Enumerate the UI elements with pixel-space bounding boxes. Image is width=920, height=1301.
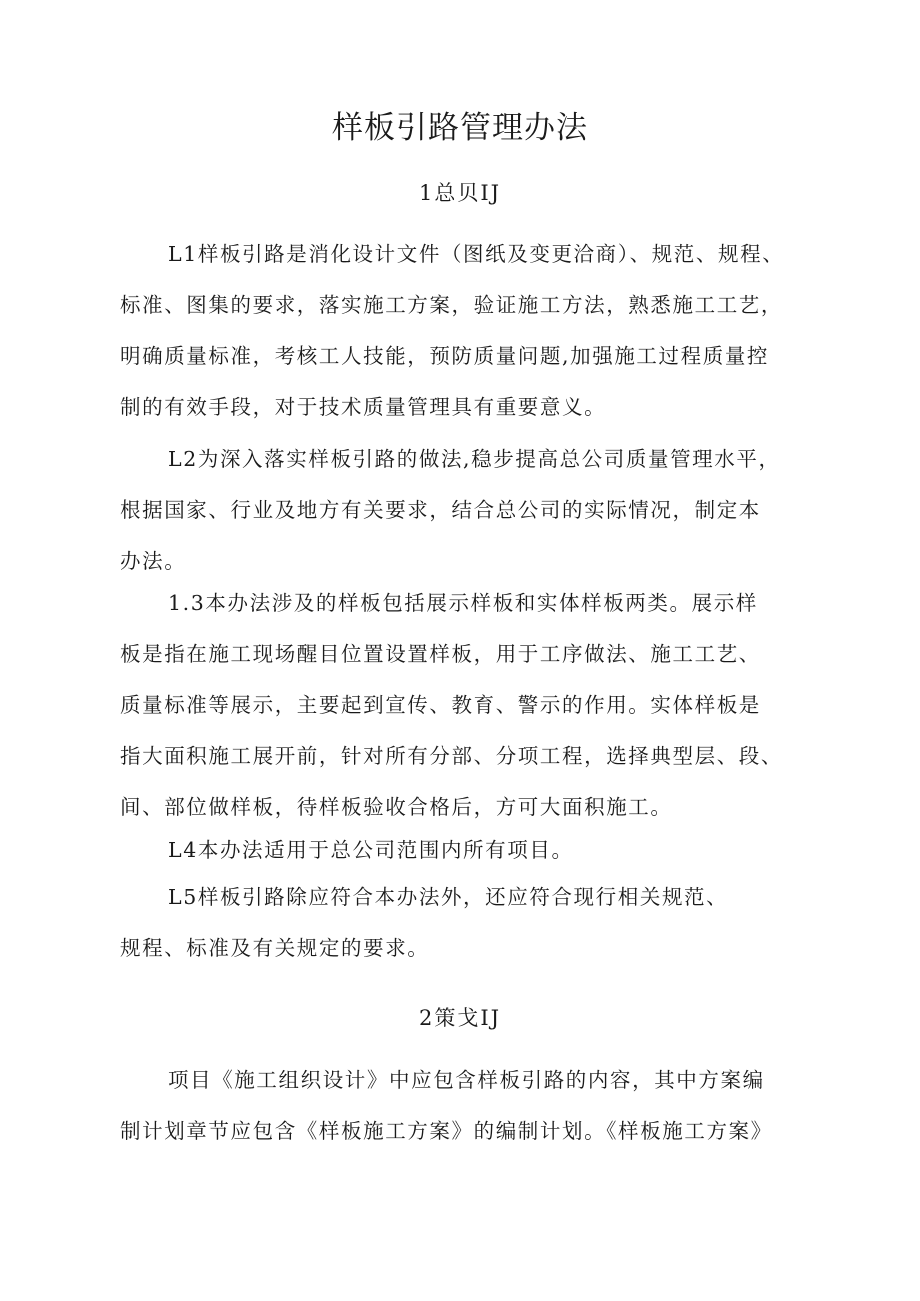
text-line: 间、部位做样板，待样板验收合格后，方可大面积施工。 (120, 795, 673, 819)
document-title: 样板引路管理办法 (332, 110, 588, 146)
text-line: 办法。 (120, 549, 187, 573)
text-line: L4本办法适用于总公司范围内所有项目。 (168, 838, 574, 862)
text-line: 标准、图集的要求，落实施工方案，验证施工方法，熟悉施工工艺， (120, 293, 783, 317)
paragraph-1-3 (120, 578, 810, 833)
paragraph-1-1 (120, 229, 810, 433)
text-line: L5样板引路除应符合本办法外，还应符合现行相关规范、 (168, 885, 729, 909)
text-line: 制计划章节应包含《样板施工方案》的编制计划。《样板施工方案》 (120, 1119, 773, 1143)
text-line: 项目《施工组织设计》中应包含样板引路的内容，其中方案编 (168, 1068, 765, 1092)
paragraph-1-2 (120, 434, 810, 587)
text-line: L2为深入落实样板引路的做法,稳步提高总公司质量管理水平， (168, 447, 781, 471)
text-line: 质量标准等展示，主要起到宣传、教育、警示的作用。实体样板是 (120, 693, 761, 717)
text-line: L1样板引路是消化设计文件（图纸及变更洽商）、规范、规程、 (168, 242, 785, 266)
section-heading-planning: 2策戈IJ (418, 1006, 502, 1030)
paragraph-1-5 (120, 872, 810, 974)
text-line: 指大面积施工展开前，针对所有分部、分项工程，选择典型层、段、 (120, 744, 783, 768)
paragraph-1-4 (120, 825, 810, 876)
section-heading-general: 1总贝IJ (418, 181, 502, 205)
text-line: 明确质量标准，考核工人技能，预防质量问题,加强施工过程质量控 (120, 344, 770, 368)
text-line: 1.3本办法涉及的样板包括展示样板和实体样板两类。展示样 (168, 591, 758, 615)
text-line: 制的有效手段，对于技术质量管理具有重要意义。 (120, 395, 607, 419)
paragraph-2-1 (120, 1055, 810, 1157)
text-line: 板是指在施工现场醒目位置设置样板，用于工序做法、施工工艺、 (120, 642, 761, 666)
text-line: 规程、标准及有关规定的要求。 (120, 936, 430, 960)
text-line: 根据国家、行业及地方有关要求，结合总公司的实际情况，制定本 (120, 498, 761, 522)
